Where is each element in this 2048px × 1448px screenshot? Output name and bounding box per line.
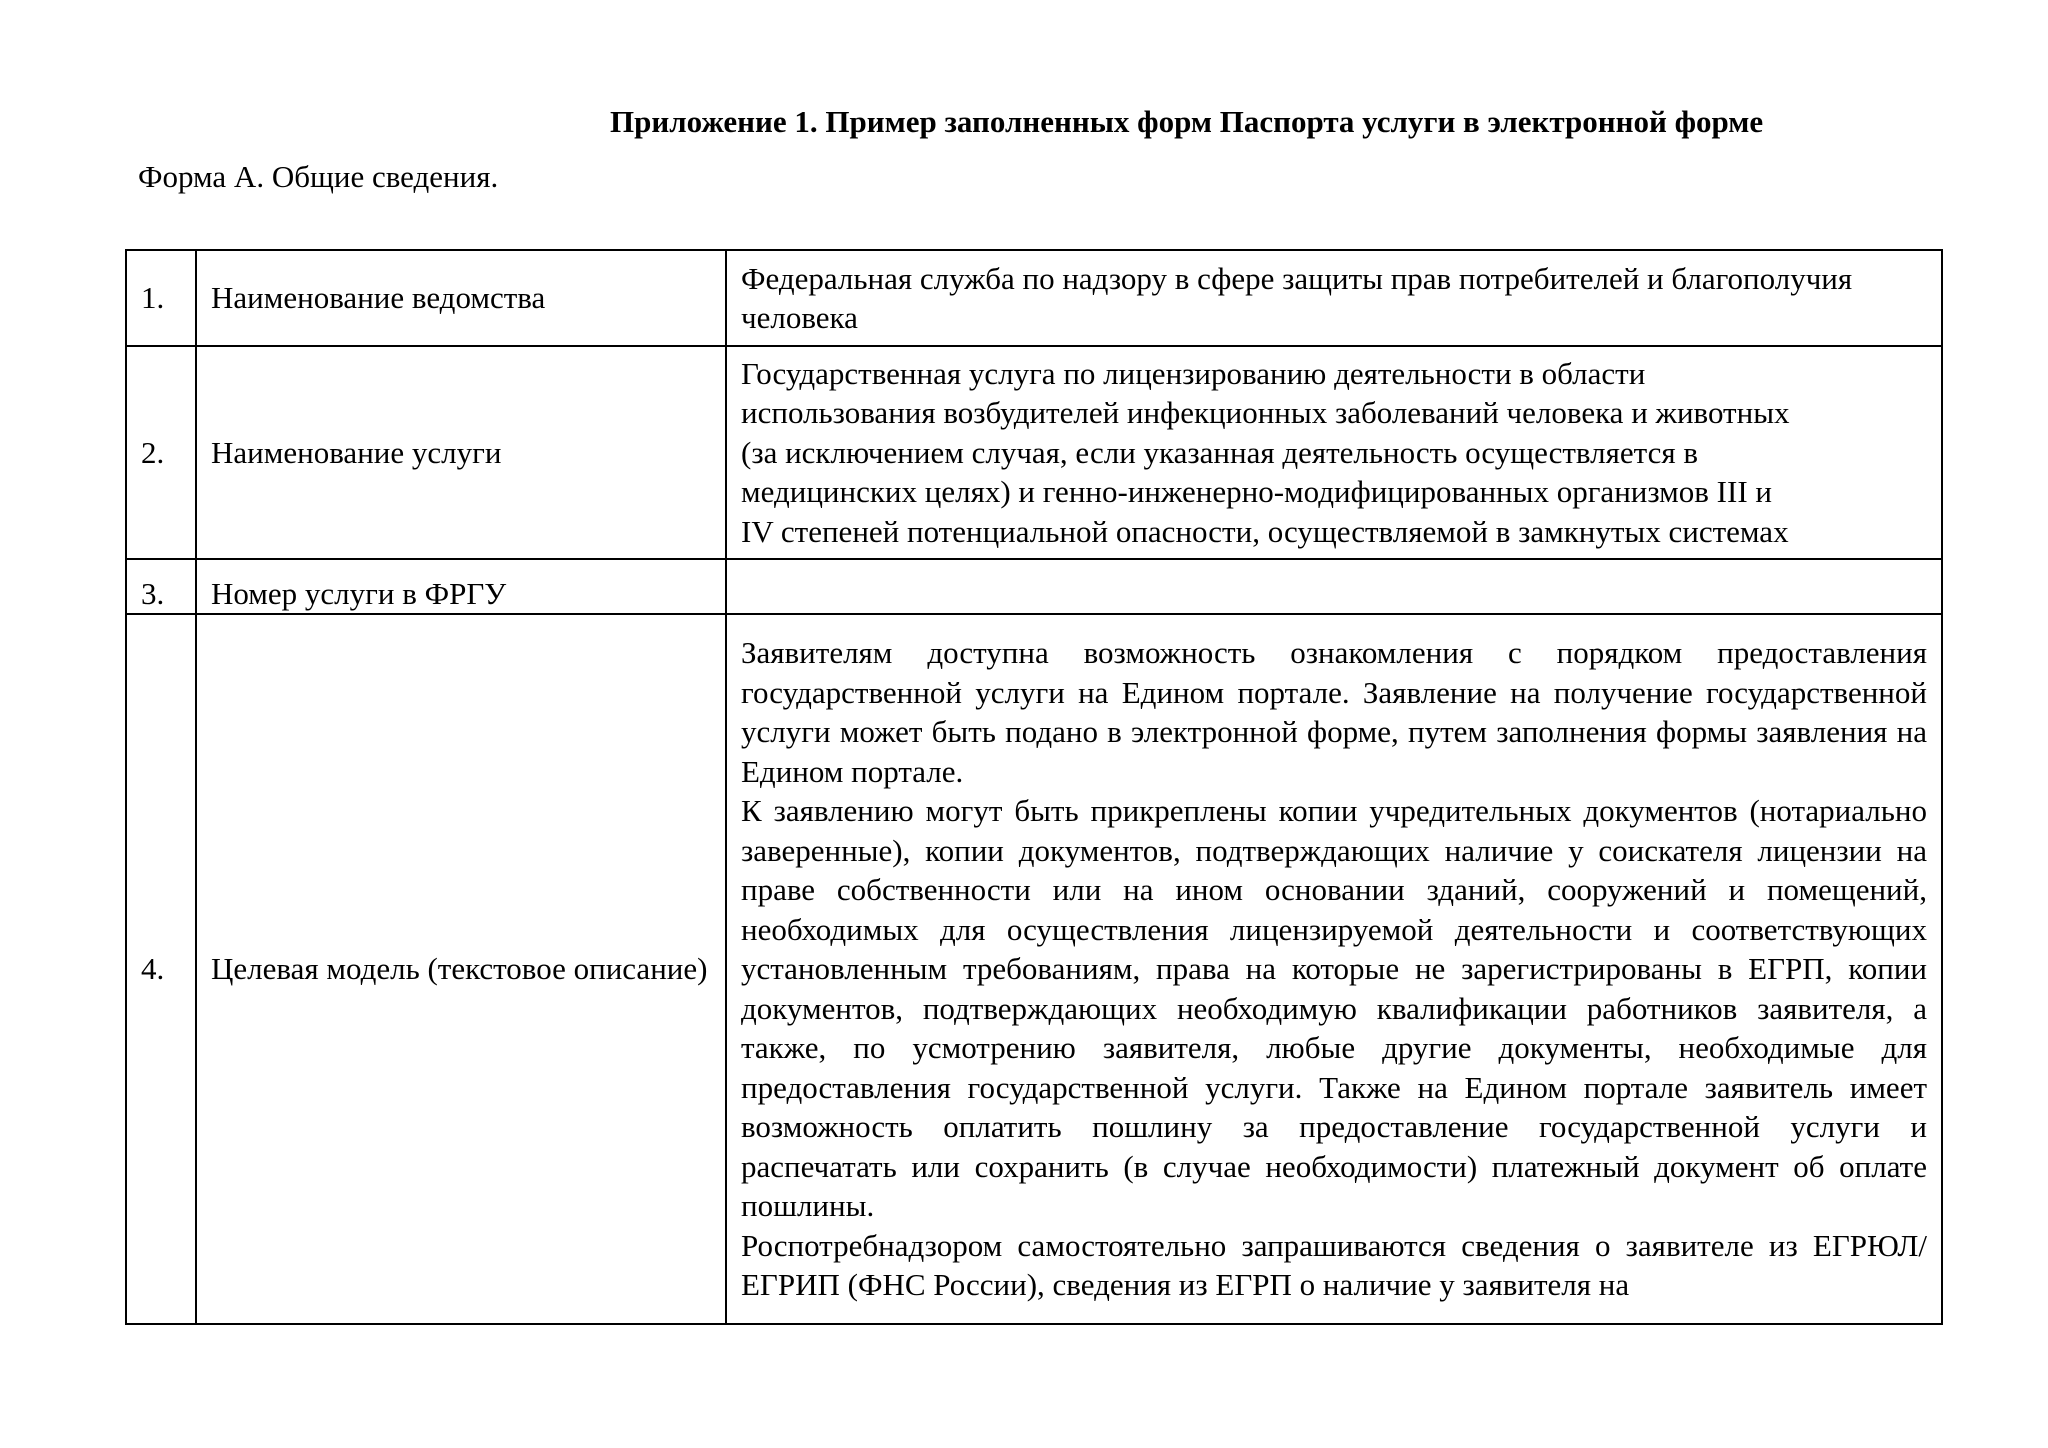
passport-table xyxy=(125,249,1943,1325)
row-number: 1. xyxy=(126,250,196,346)
value-line: (за исключением случая, если указанная деятельность осуществляется в xyxy=(741,434,1698,470)
row-label: Номер услуги в ФРГУ xyxy=(196,559,726,614)
value-paragraph: Заявителям доступна возможность ознакомления с порядком предоставления государственной услуги на Едином портале. Заявление на получение государственной услуги может быть подано в электронной форме, путем заполнения формы заявления на Едином портале. xyxy=(741,635,1927,789)
row-value: Федеральная служба по надзору в сфере защиты прав потребителей и благополучия человека xyxy=(726,250,1942,346)
row-number: 3. xyxy=(126,559,196,614)
row-value xyxy=(726,346,1942,559)
value-line: медицинских целях) и генно-инженерно-модифицированных организмов III и xyxy=(741,474,1772,510)
value-line: Государственная услуга по лицензированию деятельности в области xyxy=(741,355,1646,391)
row-label: Наименование услуги xyxy=(196,346,726,559)
row-label: Целевая модель (текстовое описание) xyxy=(196,614,726,1324)
row-number: 2. xyxy=(126,346,196,559)
value-line: IV степеней потенциальной опасности, осуществляемой в замкнутых системах xyxy=(741,513,1789,549)
table-row xyxy=(126,346,1942,559)
row-number: 4. xyxy=(126,614,196,1324)
row-value xyxy=(726,559,1942,614)
page-heading: Приложение 1. Пример заполненных форм Паспорта услуги в электронной форме xyxy=(610,104,1764,139)
form-a-label: Форма А. Общие сведения. xyxy=(138,159,499,194)
table-row xyxy=(126,559,1942,614)
value-paragraph: Роспотребнадзором самостоятельно запрашиваются сведения о заявителе из ЕГРЮЛ/ЕГРИП (ФНС России), сведения из ЕГРП о наличие у заявителя на xyxy=(741,1227,1927,1303)
value-line: использования возбудителей инфекционных заболеваний человека и животных xyxy=(741,395,1790,431)
table-row xyxy=(126,250,1942,346)
row-label: Наименование ведомства xyxy=(196,250,726,346)
row-value xyxy=(726,614,1942,1324)
value-paragraph: К заявлению могут быть прикреплены копии учредительных документов (нотариально заверенные), копии документов, подтверждающих наличие у соискателя лицензии на праве собственности или на ином основании зданий, сооружений и помещений, необходимых для осуществления лицензируемой деятельности и соответствующих установленным требованиям, права на которые не зарегистрированы в ЕГРП, копии документов, подтверждающих необходимую квалификации работников заявителя, а также, по усмотрению заявителя, любые другие документы, необходимые для предоставления государственной услуги. Также на Едином портале заявитель имеет возможность оплатить пошлину за предоставление государственной услуги и распечатать или сохранить (в случае необходимости) платежный документ об оплате пошлины. xyxy=(741,793,1927,1224)
table-row xyxy=(126,614,1942,1324)
